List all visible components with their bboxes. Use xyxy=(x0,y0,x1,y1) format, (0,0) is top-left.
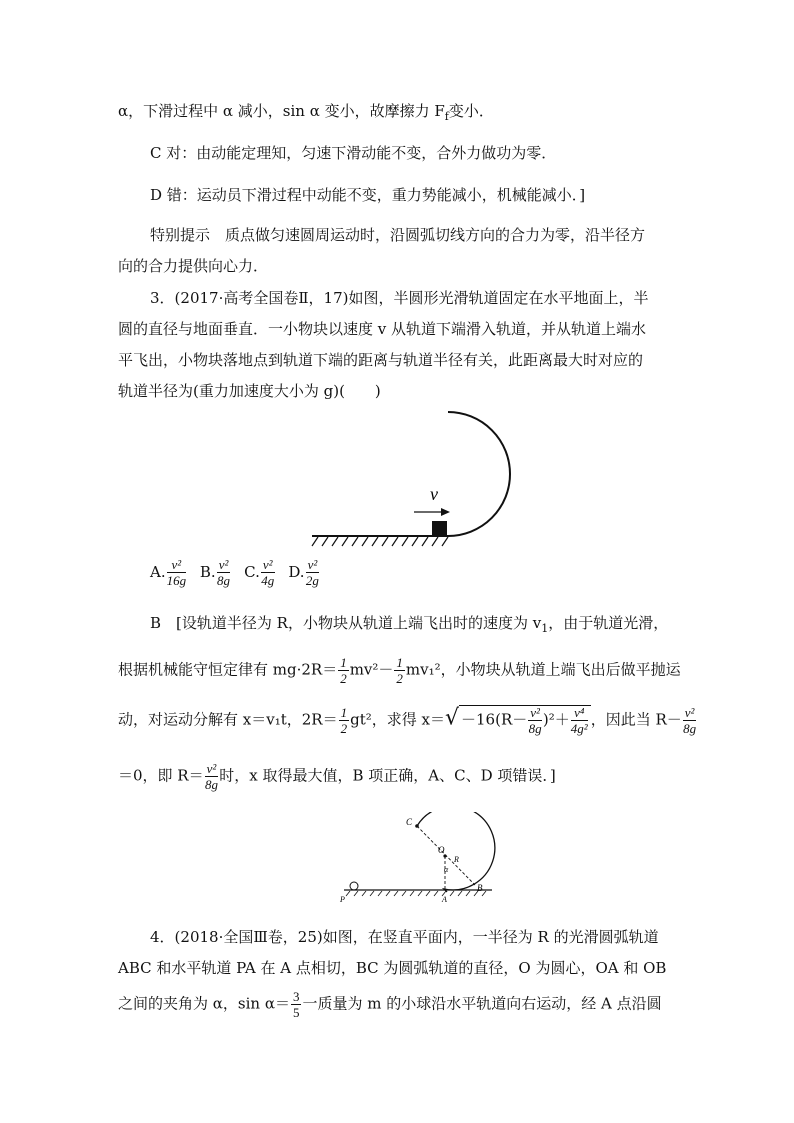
fraction-den: 5 xyxy=(292,1005,300,1020)
option-d-fraction xyxy=(306,558,320,587)
fraction-den: 2 xyxy=(340,721,348,736)
velocity-arrowhead xyxy=(441,508,450,516)
solution-line-2-c: mv₁²，小物块从轨道上端飞出后做平抛运 xyxy=(405,660,681,679)
solution-line-1-end: ，由于轨道光滑， xyxy=(548,614,669,632)
fraction-num: 1 xyxy=(340,655,347,670)
solution-line-3 xyxy=(118,705,697,735)
solution-line-2-a: 根据机械能守恒定律有 mg·2R＝ xyxy=(118,660,338,679)
tip-line-1: 特别提示 质点做匀速圆周运动时，沿圆弧切线方向的合力为零，沿半径方 xyxy=(150,226,646,244)
text-line-3: D 错：运动员下滑过程中动能不变，重力势能减小，机械能减小．] xyxy=(150,186,586,204)
question-3-line-2: 圆的直径与地面垂直．一小物块以速度 v 从轨道下端滑入轨道，并从轨道上端水 xyxy=(118,320,647,338)
fraction-half-1 xyxy=(338,656,349,685)
option-d-den: 2g xyxy=(305,573,319,588)
question-3-line-1: 3．(2017·高考全国卷Ⅱ，17)如图，半圆形光滑轨道固定在水平地面上，半 xyxy=(150,289,649,307)
fraction-num: v⁴ xyxy=(571,706,588,721)
fraction-num: 3 xyxy=(292,989,300,1004)
subscript-1: 1 xyxy=(541,622,549,635)
solution-line-2 xyxy=(118,656,681,685)
solution-line-3-a: 动，对运动分解有 x＝v₁t，2R＝ xyxy=(118,710,338,729)
fraction-den: 8g xyxy=(528,721,542,736)
subscript-f: f xyxy=(444,110,449,123)
option-b-letter: B. xyxy=(199,562,216,581)
answer-options xyxy=(150,558,320,587)
solution-line-1 xyxy=(150,612,668,635)
label-a: A xyxy=(442,895,447,904)
option-c-den: 4g xyxy=(261,573,275,588)
label-b: B xyxy=(477,883,483,893)
text-line-1-end: 变小． xyxy=(448,102,494,120)
option-a-num: v² xyxy=(167,558,187,573)
fraction-num: 1 xyxy=(396,655,403,670)
fraction-v4-4g2 xyxy=(571,706,588,735)
fraction-3-5 xyxy=(291,990,302,1019)
tip-line-2: 向的合力提供向心力． xyxy=(118,257,269,275)
figure-semicircle-track xyxy=(300,408,520,553)
option-c-letter: C. xyxy=(244,562,260,581)
fraction-half-3 xyxy=(339,706,350,735)
option-a-letter: A. xyxy=(150,562,166,581)
option-d xyxy=(288,557,320,588)
option-d-num: v² xyxy=(307,557,318,572)
option-b-fraction xyxy=(217,558,231,587)
option-c xyxy=(244,557,275,588)
question-4-line-3-a: 之间的夹角为 α，sin α＝ xyxy=(118,994,290,1013)
label-o: O xyxy=(438,845,445,855)
fraction-v2-8g xyxy=(528,706,542,735)
ground-hatching-2 xyxy=(346,891,486,896)
question-3-line-4: 轨道半径为(重力加速度大小为 g)( ) xyxy=(118,382,381,400)
option-c-fraction xyxy=(261,558,275,587)
solution-line-1-main: B [设轨道半径为 R，小物块从轨道上端飞出时的速度为 v xyxy=(150,614,542,632)
option-b xyxy=(199,557,231,588)
solution-line-3-c: ，因此当 R－ xyxy=(590,710,682,729)
fraction-den: 8g xyxy=(683,721,697,736)
figure-circular-track xyxy=(330,812,510,904)
solution-line-4-a: ＝0，即 R＝ xyxy=(118,766,204,785)
question-4-line-3 xyxy=(118,990,662,1019)
option-a-fraction xyxy=(167,558,187,587)
option-a-den: 16g xyxy=(166,573,187,588)
option-a xyxy=(150,557,187,588)
fraction-half-2 xyxy=(394,656,405,685)
question-4-line-1: 4．(2018·全国Ⅲ卷，25)如图，在竖直平面内，一半径为 R 的光滑圆弧轨道 xyxy=(150,928,659,946)
fraction-num: v² xyxy=(530,705,540,720)
question-4-line-2: ABC 和水平轨道 PA 在 A 点相切，BC 为圆弧轨道的直径，O 为圆心，OA 和 OB xyxy=(118,959,667,977)
label-alpha: α xyxy=(444,865,449,874)
fraction-den: 2 xyxy=(396,671,403,686)
small-block xyxy=(432,521,447,536)
question-4-line-3-b: 一质量为 m 的小球沿水平轨道向右运动，经 A 点沿圆 xyxy=(302,994,662,1013)
point-c xyxy=(415,824,419,828)
option-b-den: 8g xyxy=(217,573,231,588)
label-p: P xyxy=(340,895,345,904)
question-3-line-3: 平飞出，小物块落地点到轨道下端的距离与轨道半径有关，此距离最大时对应的 xyxy=(118,351,644,369)
text-line-1-main: α，下滑过程中 α 减小，sin α 变小，故摩擦力 F xyxy=(118,102,445,120)
label-r: R xyxy=(454,855,459,864)
fraction-den: 4g² xyxy=(570,721,588,736)
sqrt-part-b: )²＋ xyxy=(542,710,570,729)
fraction-den: 2 xyxy=(340,671,347,686)
solution-line-4-b: 时，x 取得最大值，B 项正确，A、C、D 项错误．] xyxy=(219,766,556,785)
circle-arc xyxy=(417,812,495,892)
solution-line-3-b: gt²，求得 x＝ xyxy=(350,710,445,729)
fraction-num: v² xyxy=(684,705,695,720)
solution-line-2-b: mv²－ xyxy=(349,660,394,679)
option-b-num: v² xyxy=(218,557,229,572)
ground-hatching xyxy=(312,537,448,546)
text-line-2: C 对：由动能定理知，匀速下滑动能不变，合外力做功为零． xyxy=(150,144,557,162)
small-ball xyxy=(350,882,358,890)
solution-line-4 xyxy=(118,762,556,791)
option-d-letter: D. xyxy=(288,562,305,581)
sqrt-sign: √ xyxy=(444,705,459,731)
velocity-label: v xyxy=(430,484,438,504)
sqrt-part-a: －16(R－ xyxy=(461,710,528,729)
fraction-v2-8g-3 xyxy=(205,762,219,791)
option-c-num: v² xyxy=(262,557,273,572)
text-line-1 xyxy=(118,100,494,123)
fraction-num: 1 xyxy=(340,705,348,720)
label-c: C xyxy=(406,817,413,827)
semicircle-arc xyxy=(448,412,510,536)
fraction-den: 8g xyxy=(204,777,218,792)
fraction-v2-8g-2 xyxy=(683,706,697,735)
sqrt-body xyxy=(459,705,591,735)
fraction-num: v² xyxy=(206,761,217,776)
